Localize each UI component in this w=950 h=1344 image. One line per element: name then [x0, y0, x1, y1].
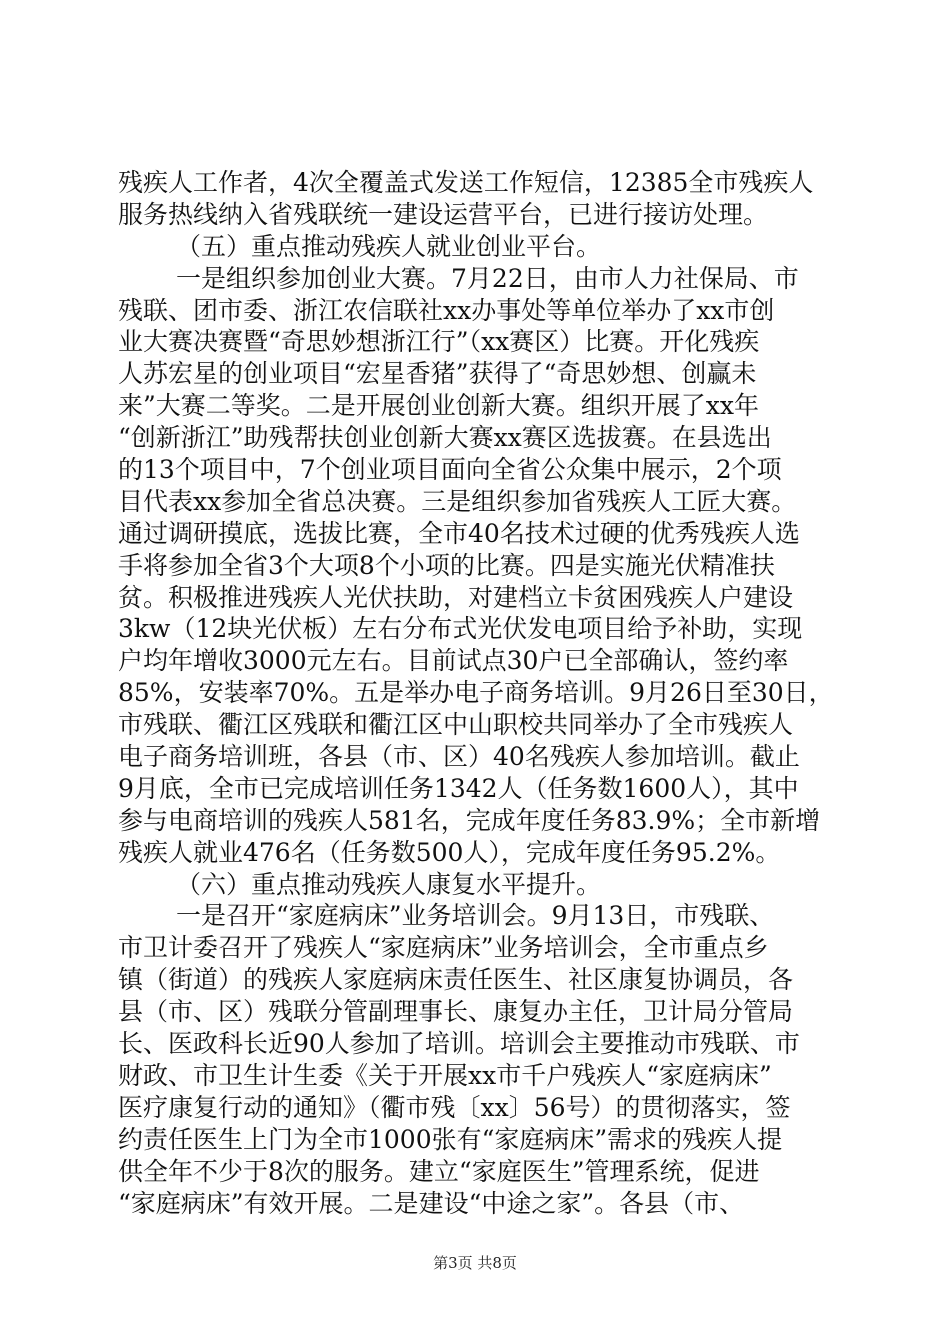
text-line: 85%，安装率70%。五是举办电子商务培训。9月26日至30日， — [118, 678, 834, 708]
text-line: 服务热线纳入省残联统一建设运营平台，已进行接访处理。 — [118, 199, 769, 229]
text-line: 一是组织参加创业大赛。7月22日，由市人力社保局、市 — [176, 263, 799, 293]
text-line: 市残联、衢江区残联和衢江区中山职校共同举办了全市残疾人 — [118, 710, 794, 740]
text-line: 残疾人工作者，4次全覆盖式发送工作短信，12385全市残疾人 — [118, 168, 814, 197]
text-line: “家庭病床”有效开展。二是建设“中途之家”。各县（市、 — [118, 1188, 745, 1218]
text-line: 业大赛决赛暨“奇思妙想浙江行”（xx赛区）比赛。开化残疾 — [118, 327, 760, 357]
text-line: 财政、市卫生计生委《关于开展xx市千户残疾人“家庭病床” — [118, 1060, 772, 1090]
text-line: 镇（街道）的残疾人家庭病床责任医生、社区康复协调员，各 — [118, 965, 794, 995]
text-line: 9月底，全市已完成培训任务1342人（任务数1600人），其中 — [118, 773, 799, 803]
text-line: 市卫计委召开了残疾人“家庭病床”业务培训会，全市重点乡 — [118, 933, 769, 963]
text-line: 3kw（12块光伏板）左右分布式光伏发电项目给予补助，实现 — [118, 614, 803, 644]
text-line: 目代表xx参加全省总决赛。三是组织参加省残疾人工匠大赛。 — [118, 486, 797, 516]
text-line: 残联、团市委、浙江农信联社xx办事处等单位举办了xx市创 — [118, 295, 775, 325]
text-line: 供全年不少于8次的服务。建立“家庭医生”管理系统，促进 — [118, 1156, 760, 1186]
text-line: 约责任医生上门为全市1000张有“家庭病床”需求的残疾人提 — [118, 1124, 783, 1154]
text-line: 参与电商培训的残疾人581名，完成年度任务83.9%；全市新增 — [118, 805, 821, 835]
text-line: 人苏宏星的创业项目“宏星香猪”获得了“奇思妙想、创赢未 — [118, 359, 757, 389]
text-line: 长、医政科长近90人参加了培训。培训会主要推动市残联、市 — [118, 1029, 800, 1059]
text-line: 手将参加全省3个大项8个小项的比赛。四是实施光伏精准扶 — [118, 550, 775, 580]
text-line: 来”大赛二等奖。二是开展创业创新大赛。组织开展了xx年 — [118, 391, 759, 421]
text-line: （六）重点推动残疾人康复水平提升。 — [176, 869, 602, 899]
text-line: 残疾人就业476名（任务数500人），完成年度任务95.2%。 — [118, 837, 781, 867]
text-line: 电子商务培训班，各县（市、区）40名残疾人参加培训。截止 — [118, 742, 800, 772]
text-line: 医疗康复行动的通知》（衢市残〔xx〕56号）的贯彻落实，签 — [118, 1092, 791, 1122]
document-body — [118, 167, 834, 1219]
text-line: 的13个项目中，7个创业项目面向全省公众集中展示，2个项 — [118, 455, 782, 485]
text-line: 一是召开“家庭病床”业务培训会。9月13日，市残联、 — [176, 901, 775, 931]
text-line: 县（市、区）残联分管副理事长、康复办主任，卫计局分管局 — [118, 997, 794, 1027]
text-line: “创新浙江”助残帮扶创业创新大赛xx赛区选拔赛。在县选出 — [118, 423, 772, 453]
page-footer: 第3页 共8页 — [433, 1254, 517, 1272]
text-line: 贫。积极推进残疾人光伏扶助，对建档立卡贫困残疾人户建设 — [118, 582, 794, 612]
text-line: 通过调研摸底，选拔比赛，全市40名技术过硬的优秀残疾人选 — [118, 518, 800, 548]
text-line: 户均年增收3000元左右。目前试点30户已全部确认，签约率 — [118, 646, 789, 676]
text-line: （五）重点推动残疾人就业创业平台。 — [176, 231, 602, 261]
